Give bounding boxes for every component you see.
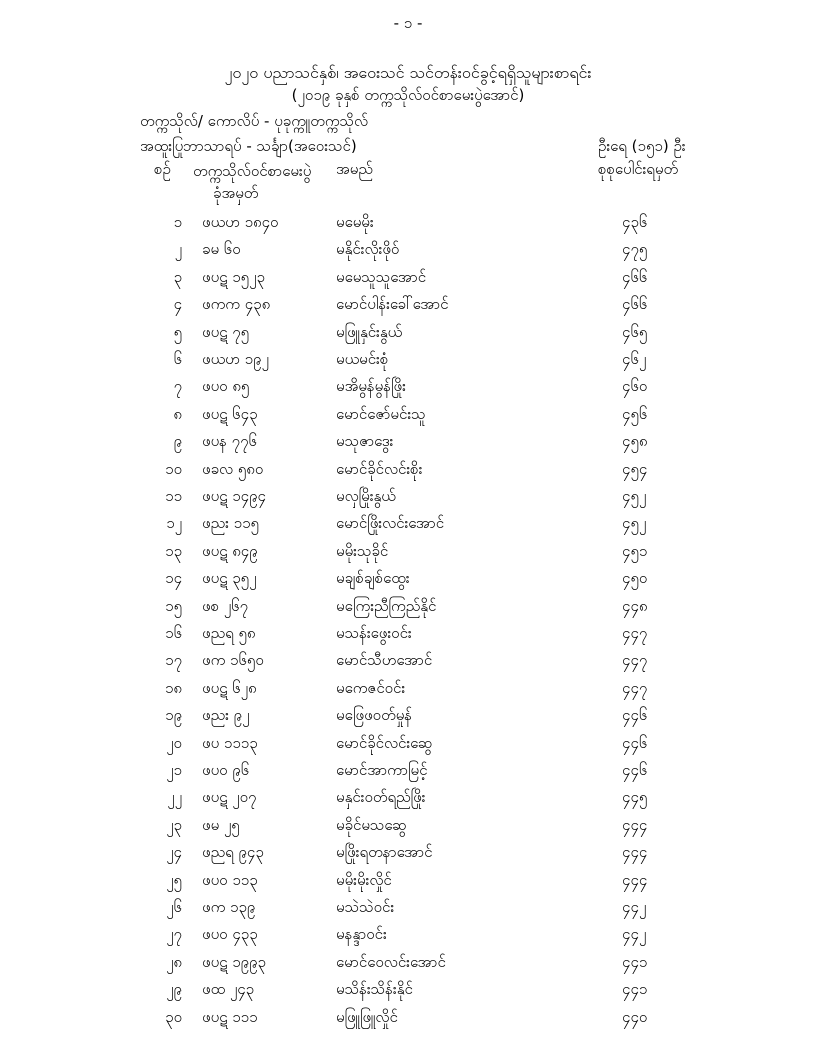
total-marks: ၄၅၂ (622, 487, 647, 505)
table-row (0, 405, 816, 427)
row-number: ၂၃ (166, 815, 182, 834)
total-marks: ၄၆၅ (622, 322, 648, 341)
total-marks: ၄၄၆ (622, 761, 648, 779)
row-number: ၉ (173, 432, 182, 451)
total-marks: ၄၄၄ (622, 815, 648, 834)
total-marks: ၄၄၂ (622, 898, 647, 916)
total-marks: ၄၅၁ (622, 541, 648, 560)
document-subtitle: (၂၀၁၉ ခုနှစ် တက္ကသိုလ်ဝင်စာမေးပွဲအောင်) (291, 86, 525, 104)
total-marks: ၄၅၀ (622, 569, 648, 588)
row-number: ၂၂ (167, 788, 182, 807)
table-row (0, 980, 816, 1002)
table-row (0, 624, 816, 646)
table-row (0, 377, 816, 399)
total-marks: ၄၄၂ (622, 925, 647, 944)
student-name: မယမင်းစုံ (336, 350, 389, 368)
roll-number: ဖက ၁၃၉ (202, 898, 256, 916)
student-name: မကေဇင်ဝင်း (336, 678, 406, 697)
total-marks: ၄၄၀ (622, 1007, 648, 1026)
total-marks: ၄၅၆ (622, 404, 648, 423)
student-name: မောင်ဇော်မင်းသူ (336, 404, 426, 423)
total-marks: ၄၃၆ (622, 213, 648, 231)
roll-header-line2: ခုံအမှတ် (213, 184, 259, 202)
table-row (0, 597, 816, 619)
roll-header-line1: တက္ကသိုလ်ဝင်စာမေးပွဲ (193, 162, 312, 180)
student-name: မလှမြိုးနွယ် (336, 487, 396, 505)
table-row (0, 268, 816, 290)
row-number: ၁၅ (165, 596, 182, 615)
table-row (0, 761, 816, 783)
student-name: မမေသူသူအောင် (336, 267, 427, 286)
table-row (0, 843, 816, 865)
row-number: ၂၇ (166, 925, 182, 944)
table-row (0, 871, 816, 893)
student-name: မအိမွန်မွန်ဖြိုး (336, 377, 406, 396)
roll-number: ဖစ ၂၆၇ (202, 596, 249, 615)
roll-number: ဖပဝ ၄၃၃ (202, 925, 258, 944)
student-name: မသုဇာဒွေး (336, 432, 394, 451)
column-header-number: စဉ် (154, 160, 171, 178)
roll-number: ဖပဋ ၁၉၉၃ (202, 952, 266, 971)
roll-number: ဖပဋ ၆၂၈ (202, 678, 257, 697)
student-name: မသဲသဲဝင်း (336, 898, 395, 916)
row-number: ၂၅ (166, 870, 182, 889)
roll-number: ဖကက ၄၃၈ (202, 295, 271, 314)
student-name: မောင်ခိုင်လင်းစိုး (336, 459, 423, 478)
row-number: ၁၇ (165, 651, 182, 670)
row-number: ၁၀ (165, 459, 182, 478)
table-row (0, 898, 816, 920)
page-number: - ၁ - (393, 14, 423, 32)
total-marks: ၄၆၆ (622, 295, 648, 314)
row-number: ၈ (173, 404, 182, 423)
table-row (0, 816, 816, 838)
roll-number: ဖပဋ ၇၅ (202, 322, 250, 341)
student-name: မောင်ခိုင်လင်းဆွေ (336, 733, 433, 752)
student-name: မချစ်ချစ်ထွေး (336, 569, 410, 588)
roll-number: ဖပဋ ၆၄၃ (202, 404, 258, 423)
total-marks: ၄၄၆ (622, 733, 648, 752)
roll-number: ဖပဝ ၉၆ (202, 761, 250, 779)
table-row (0, 679, 816, 701)
student-name: မောင်အာကာမြင့် (336, 761, 428, 779)
total-marks: ၄၅၄ (622, 459, 648, 478)
roll-number: ဖပဝ ၈၅ (202, 377, 250, 396)
row-number: ၂၈ (166, 952, 182, 971)
table-row (0, 295, 816, 317)
row-number: ၁၁ (165, 487, 182, 505)
student-name: မကြေးညီကြည်နိုင် (336, 596, 437, 615)
roll-number: ဖက ၁၆၅၀ (202, 651, 264, 670)
table-row (0, 432, 816, 454)
roll-number: ဖညရ ၉၄၃ (202, 843, 264, 862)
total-marks: ၄၄၄ (622, 843, 648, 862)
roll-number: ဖယဟ ၁၈၄၀ (202, 213, 279, 231)
table-row (0, 350, 816, 372)
row-number: ၂၉ (166, 980, 182, 999)
table-row (0, 487, 816, 509)
total-marks: ၄၅၈ (622, 432, 648, 451)
roll-number: ဖပန ၇၇၆ (202, 432, 257, 451)
table-row (0, 240, 816, 262)
table-row (0, 569, 816, 591)
table-row (0, 651, 816, 673)
student-name: မသန်းဖွေးဝင်း (336, 624, 412, 642)
roll-number: ဖပဝ ၁၁၃ (202, 870, 258, 889)
roll-number: ဖပဋ ၁၁၁ (202, 1007, 258, 1026)
row-number: ၂၆ (166, 898, 182, 916)
document-title: ၂၀၂၀ ပညာသင်နှစ်၊ အဝေးသင် သင်တန်းဝင်ခွင့်ရရှိသူများစာရင်း (224, 63, 592, 82)
student-name: မမေမိုး (336, 213, 374, 231)
student-name: မောင်သီဟအောင် (336, 651, 433, 670)
student-name: မဖြေဖဝတ်မှုန် (336, 706, 413, 725)
total-marks: ၄၇၅ (622, 240, 648, 259)
total-marks: ၄၄၅ (622, 788, 648, 807)
student-name: မဖြူနှင်းနွယ် (336, 322, 403, 341)
total-marks: ၄၄၄ (622, 870, 648, 889)
row-number: ၆ (173, 350, 182, 368)
student-name: မနန္ဒာဝင်း (336, 925, 387, 944)
row-number: ၂ (174, 240, 182, 259)
total-count: ဦးရေ (၁၅၁) ဦး (598, 137, 686, 155)
roll-number: ဖပဋ ၃၅၂ (202, 569, 257, 588)
roll-number: ခမ ၆၀ (202, 240, 241, 259)
total-marks: ၄၄၇ (622, 624, 648, 642)
row-number: ၁ (173, 213, 182, 231)
table-row (0, 925, 816, 947)
roll-number: ဖပဋ ၂၀၇ (202, 788, 257, 807)
row-number: ၅ (173, 322, 182, 341)
subject-line: အထူးပြုဘာသာရပ် - သင်္ချာ(အဝေးသင်) (140, 137, 357, 155)
roll-number: ဖညး ၁၁၅ (202, 514, 259, 533)
table-row (0, 706, 816, 728)
student-name: မဖြူဖြူလှိုင် (336, 1007, 398, 1026)
student-name: မမိုးမိုးလှိုင် (336, 870, 392, 889)
row-number: ၁၈ (164, 678, 182, 697)
student-name: မနိုင်းလိုးဖိုဝ် (336, 240, 400, 259)
roll-number: ဖခလ ၅၈၀ (202, 459, 264, 478)
row-number: ၁၃ (165, 541, 182, 560)
total-marks: ၄၄၆ (622, 706, 648, 725)
student-name: မဖြိုးရတနာအောင် (336, 843, 433, 862)
total-marks: ၄၅၂ (622, 514, 647, 533)
student-name: မောင်ဝေလင်းအောင် (336, 952, 446, 971)
table-row (0, 788, 816, 810)
roll-number: ဖညး ၉၂ (202, 706, 250, 725)
table-row (0, 953, 816, 975)
total-marks: ၄၄၇ (622, 651, 648, 670)
row-number: ၁၉ (165, 706, 182, 725)
total-marks: ၄၄၇ (622, 678, 648, 697)
roll-number: ဖပဋ ၈၄၉ (202, 541, 258, 560)
student-name: မောင်ဖြိုးလင်းအောင် (336, 514, 445, 533)
roll-number: ဖထ ၂၄၃ (202, 980, 255, 999)
university-line: တက္ကသိုလ်/ ကောလိပ် - ပုခုက္ကူတက္ကသိုလ် (140, 112, 369, 130)
roll-number: ဖယဟ ၁၉၂ (202, 350, 269, 368)
total-marks: ၄၆၀ (622, 377, 648, 396)
row-number: ၃ (173, 267, 182, 286)
row-number: ၂၁ (166, 761, 182, 779)
row-number: ၂၀ (166, 733, 182, 752)
row-number: ၇ (173, 377, 182, 396)
table-row (0, 1008, 816, 1030)
roll-number: ဖပဋ ၁၅၂၃ (202, 267, 265, 286)
student-name: မမိုးသုခိုင် (336, 541, 389, 560)
roll-number: ဖပ ၁၁၁၃ (202, 733, 258, 752)
total-marks: ၄၄၈ (622, 596, 648, 615)
table-row (0, 542, 816, 564)
student-name: မောင်ပါန်းခေါ်အောင် (336, 295, 449, 314)
table-row (0, 213, 816, 235)
total-marks: ၄၆၂ (622, 350, 647, 368)
column-header-marks: စုစုပေါင်းရမှတ် (598, 160, 679, 178)
roll-number: ဖမ ၂၅ (202, 815, 240, 834)
table-row (0, 323, 816, 345)
row-number: ၁၆ (165, 624, 182, 642)
total-marks: ၄၆၆ (622, 267, 648, 286)
table-row (0, 460, 816, 482)
total-marks: ၄၄၁ (622, 952, 648, 971)
student-name: မနှင်းဝတ်ရည်ဖြိုး (336, 788, 426, 807)
row-number: ၃၀ (165, 1007, 182, 1026)
row-number: ၄ (173, 295, 182, 314)
total-marks: ၄၄၁ (622, 980, 648, 999)
roll-number: ဖပဋ ၁၄၉၄ (202, 487, 266, 505)
row-number: ၁၂ (166, 514, 182, 533)
row-number: ၁၄ (165, 569, 182, 588)
table-row (0, 734, 816, 756)
table-row (0, 514, 816, 536)
column-header-name: အမည် (336, 160, 373, 178)
student-name: မသိန်းသိန်းနိုင် (336, 980, 413, 999)
roll-number: ဖညရ ၅၈ (202, 624, 256, 642)
student-name: မခိုင်မသဆွေ (336, 815, 407, 834)
row-number: ၂၄ (166, 843, 182, 862)
